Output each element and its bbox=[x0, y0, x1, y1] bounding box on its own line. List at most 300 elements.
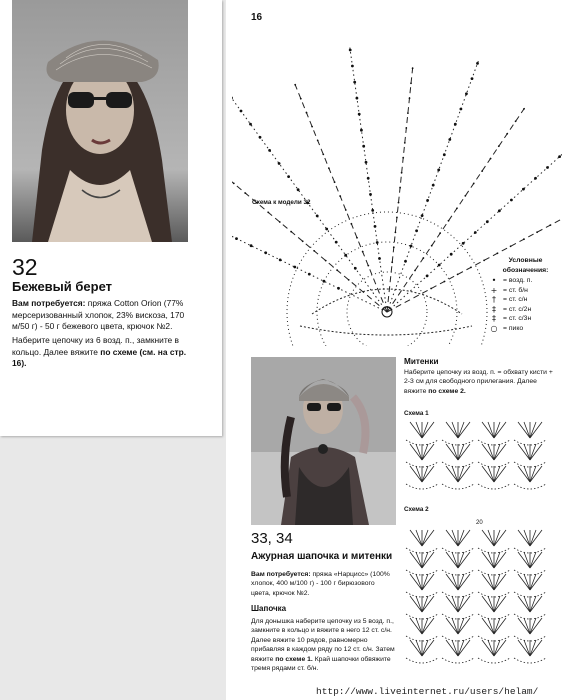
instructions-paragraph bbox=[12, 335, 202, 370]
diagram-stitch-mark bbox=[306, 112, 308, 114]
diagram-stitch-mark bbox=[293, 266, 296, 269]
diagram-stitch-mark bbox=[448, 138, 451, 141]
diagram-stitch-line bbox=[422, 444, 428, 460]
diagram-chain-arc bbox=[406, 484, 438, 489]
diagram-stitch-mark bbox=[410, 82, 412, 84]
diagram-stitch-line bbox=[452, 596, 458, 612]
diagram-stitch-mark bbox=[351, 65, 354, 68]
diagram-chain-arc bbox=[514, 484, 546, 489]
diagram-stitch-mark bbox=[328, 167, 330, 169]
diagram-stitch-mark bbox=[336, 269, 338, 271]
legend-item: ‡ = ст. с/3н bbox=[488, 314, 563, 324]
diagram-stitch-line bbox=[422, 444, 434, 460]
diagram-stitch-mark bbox=[471, 77, 474, 80]
diagram-stitch-line bbox=[410, 596, 422, 612]
diagram-stitch-line bbox=[494, 444, 500, 460]
diagram-stitch-line bbox=[458, 640, 464, 656]
diagram-stitch-line bbox=[518, 596, 530, 612]
diagram-stitch-line bbox=[410, 618, 422, 634]
diagram-stitch-mark bbox=[360, 129, 363, 132]
half-double-icon: † bbox=[492, 295, 496, 304]
diagram-stitch-mark bbox=[233, 183, 235, 185]
diagram-chain-arc bbox=[442, 658, 474, 663]
diagram-stitch-mark bbox=[374, 225, 377, 228]
treble-crochet-icon: ‡ bbox=[492, 314, 496, 323]
diagram-stitch-line bbox=[482, 422, 494, 438]
diagram-stitch-mark bbox=[353, 81, 356, 84]
diagram-stitch-line bbox=[524, 530, 530, 546]
diagram-stitch-mark bbox=[302, 240, 304, 242]
diagram-stitch-line bbox=[446, 574, 458, 590]
diagram-stitch-line bbox=[488, 618, 494, 634]
diagram-stitch-mark bbox=[358, 113, 361, 116]
diagram-stitch-mark bbox=[523, 108, 525, 110]
diagram-stitch-line bbox=[524, 640, 530, 656]
diagram-stitch-line bbox=[494, 530, 500, 546]
diagram-stitch-line bbox=[452, 618, 458, 634]
diagram-stitch-mark bbox=[497, 252, 499, 254]
diagram-stitch-mark bbox=[421, 214, 424, 217]
diagram-stitch-line bbox=[524, 444, 530, 460]
diagram-stitch-line bbox=[530, 466, 542, 482]
diagram-stitch-line bbox=[458, 596, 470, 612]
diagram-stitch-mark bbox=[523, 238, 525, 240]
diagram-stitch-line bbox=[422, 574, 434, 590]
diagram-stitch-line bbox=[530, 618, 542, 634]
diagram-stitch-line bbox=[524, 422, 530, 438]
diagram-stitch-mark bbox=[240, 110, 243, 113]
diagram-stitch-mark bbox=[460, 108, 463, 111]
diagram-stitch-line bbox=[458, 552, 464, 568]
diagram-stitch-line bbox=[518, 530, 530, 546]
diagram-stitch-mark bbox=[391, 261, 393, 263]
diagram-stitch-line bbox=[530, 552, 542, 568]
diagram-stitch-mark bbox=[232, 97, 233, 100]
diagram-round bbox=[317, 242, 457, 346]
diagram-stitch-mark bbox=[412, 67, 414, 69]
diagram-stitch-line bbox=[422, 618, 434, 634]
diagram-stitch-mark bbox=[476, 62, 479, 65]
legend-title: Условные обозначения: bbox=[502, 257, 549, 274]
diagram-stitch-mark bbox=[396, 217, 398, 219]
diagram-stitch-line bbox=[530, 530, 542, 546]
diagram-stitch-line bbox=[422, 640, 434, 656]
diagram-stitch-mark bbox=[399, 187, 401, 189]
diagram-stitch-mark bbox=[278, 162, 281, 165]
diagram-stitch-line bbox=[422, 530, 428, 546]
diagram-stitch-mark bbox=[430, 288, 432, 290]
legend-item: • = возд. п. bbox=[488, 276, 563, 286]
diagram-stitch-line bbox=[482, 640, 494, 656]
diagram-stitch-line bbox=[458, 466, 470, 482]
diagram-stitch-mark bbox=[546, 166, 549, 169]
legend bbox=[488, 256, 563, 333]
diagram-stitch-mark bbox=[322, 154, 324, 156]
diagram-stitch-mark bbox=[367, 177, 370, 180]
diagram-stitch-line bbox=[482, 618, 494, 634]
diagram-chain-arc bbox=[478, 658, 510, 663]
legend-item: † = ст. с/н bbox=[488, 295, 563, 305]
diagram-stitch-line bbox=[416, 530, 422, 546]
diagram-stitch-line bbox=[410, 466, 422, 482]
diagram-stitch-line bbox=[446, 596, 458, 612]
diagram-stitch-mark bbox=[294, 84, 296, 86]
diagram-stitch-line bbox=[422, 574, 428, 590]
diagram-stitch-mark bbox=[402, 157, 404, 159]
diagram-stitch-line bbox=[482, 530, 494, 546]
diagram-stitch-mark bbox=[250, 244, 253, 247]
diagram-stitch-line bbox=[494, 530, 506, 546]
diagram-stitch-mark bbox=[367, 265, 369, 267]
diagram-stitch-line bbox=[530, 574, 542, 590]
chain-stitch-icon: • bbox=[491, 276, 497, 285]
schema1-diagram bbox=[404, 418, 554, 500]
diagram-stitch-line bbox=[410, 640, 422, 656]
diagram-stitch-mark bbox=[426, 275, 429, 278]
schema-caption: Схема к модели 32 bbox=[252, 199, 311, 206]
diagram-stitch-mark bbox=[348, 279, 350, 281]
diagram-stitch-mark bbox=[344, 254, 347, 257]
diagram-stitch-mark bbox=[506, 133, 508, 135]
diagram-stitch-mark bbox=[465, 92, 468, 95]
diagram-stitch-line bbox=[482, 574, 494, 590]
diagram-stitch-line bbox=[524, 574, 530, 590]
left-page bbox=[0, 0, 222, 436]
diagram-stitch-mark bbox=[337, 287, 340, 290]
page-number: 16 bbox=[251, 12, 263, 23]
diagram-stitch-mark bbox=[456, 208, 458, 210]
diagram-stitch-mark bbox=[365, 161, 368, 164]
diagram-stitch-mark bbox=[457, 274, 459, 276]
diagram-stitch-line bbox=[482, 596, 494, 612]
diagram-stitch-line bbox=[494, 640, 506, 656]
diagram-stitch-mark bbox=[536, 231, 538, 233]
diagram-chain-arc bbox=[442, 484, 474, 489]
diagram-stitch-mark bbox=[335, 241, 338, 244]
diagram-stitch-line bbox=[530, 640, 536, 656]
diagram-stitch-line bbox=[416, 640, 422, 656]
diagram-stitch-line bbox=[458, 574, 470, 590]
diagram-chain-arc bbox=[478, 484, 510, 489]
diagram-stitch-line bbox=[410, 444, 422, 460]
diagram-stitch-mark bbox=[470, 267, 472, 269]
model-title-hat: Ажурная шапочка и митенки bbox=[251, 551, 393, 562]
diagram-stitch-mark bbox=[473, 183, 475, 185]
diagram-stitch-mark bbox=[431, 245, 433, 247]
diagram-stitch-line bbox=[518, 466, 530, 482]
schema2-label: Схема 2 bbox=[404, 506, 429, 513]
diagram-stitch-mark bbox=[376, 241, 379, 244]
model-title-beret: Бежевый берет bbox=[12, 279, 113, 294]
mittens-paragraph: Наберите цепочку из возд. п. = обхвату кисти + 2-3 см для свободного прилегания. Далее вяжите по схеме 2. bbox=[404, 369, 553, 395]
diagram-stitch-line bbox=[530, 444, 536, 460]
diagram-round bbox=[287, 212, 487, 346]
diagram-stitch-line bbox=[458, 618, 470, 634]
diagram-stitch-mark bbox=[259, 136, 262, 139]
diagram-stitch-line bbox=[416, 422, 422, 438]
diagram-stitch-line bbox=[416, 552, 422, 568]
diagram-stitch-mark bbox=[279, 221, 281, 223]
diagram-stitch-line bbox=[458, 530, 464, 546]
hat-model-photo bbox=[251, 357, 396, 525]
diagram-stitch-mark bbox=[345, 209, 347, 211]
diagram-stitch-line bbox=[458, 596, 464, 612]
diagram-stitch-line bbox=[530, 530, 536, 546]
diagram-stitch-mark bbox=[354, 267, 357, 270]
diagram-stitch-mark bbox=[422, 257, 424, 259]
schema2-diagram bbox=[404, 514, 554, 666]
diagram-stitch-line bbox=[452, 640, 458, 656]
diagram-stitch-line bbox=[232, 151, 387, 312]
diagram-stitch-mark bbox=[268, 149, 271, 152]
diagram-stitch-line bbox=[446, 640, 458, 656]
hat-heading: Шапочка bbox=[251, 604, 287, 613]
diagram-stitch-line bbox=[452, 444, 458, 460]
picot-icon: ○ bbox=[490, 323, 498, 333]
diagram-stitch-line bbox=[446, 444, 458, 460]
schema1-label: Схема 1 bbox=[404, 410, 429, 417]
diagram-stitch-mark bbox=[325, 260, 327, 262]
diagram-stitch-mark bbox=[522, 188, 525, 191]
diagram-stitch-line bbox=[494, 618, 500, 634]
instructions-text: Наберите цепочку из 6 возд. п., замкните в кольцо. Далее вяжите bbox=[12, 335, 179, 357]
diagram-stitch-mark bbox=[279, 259, 282, 262]
diagram-stitch-line bbox=[524, 618, 530, 634]
diagram-stitch-mark bbox=[510, 245, 512, 247]
diagram-stitch-line bbox=[530, 618, 536, 634]
diagram-stitch-mark bbox=[450, 253, 453, 256]
legend-item: + = ст. б/н bbox=[488, 286, 563, 296]
diagram-stitch-line bbox=[488, 596, 494, 612]
diagram-stitch-line bbox=[410, 530, 422, 546]
diagram-stitch-mark bbox=[362, 251, 364, 253]
diagram-stitch-line bbox=[452, 574, 458, 590]
mittens-heading: Митенки bbox=[404, 357, 439, 366]
diagram-stitch-mark bbox=[462, 242, 465, 245]
diagram-stitch-mark bbox=[267, 212, 269, 214]
diagram-stitch-mark bbox=[437, 169, 440, 172]
diagram-stitch-line bbox=[458, 466, 464, 482]
diagram-stitch-mark bbox=[558, 155, 561, 158]
diagram-stitch-line bbox=[458, 422, 464, 438]
beret-model-photo bbox=[12, 0, 188, 242]
diagram-stitch-mark bbox=[438, 264, 441, 267]
diagram-stitch-mark bbox=[235, 237, 238, 240]
diagram-stitch-line bbox=[518, 552, 530, 568]
materials-paragraph-2: Вам потребуется: пряжа «Нарцисс» (100% хлопок, 400 м/100 г) - 100 г бирюзового цвета, крючок №2. bbox=[251, 571, 390, 597]
diagram-stitch-mark bbox=[443, 153, 446, 156]
diagram-stitch-mark bbox=[404, 142, 406, 144]
diagram-stitch-line bbox=[518, 422, 530, 438]
diagram-stitch-mark bbox=[395, 232, 397, 234]
diagram-stitch-line bbox=[422, 596, 434, 612]
diagram-stitch-line bbox=[524, 552, 530, 568]
diagram-stitch-line bbox=[524, 466, 530, 482]
diagram-stitch-mark bbox=[534, 177, 537, 180]
diagram-stitch-line bbox=[488, 466, 494, 482]
diagram-stitch-line bbox=[530, 422, 542, 438]
diagram-stitch-line bbox=[530, 444, 542, 460]
diagram-stitch-line bbox=[494, 574, 500, 590]
diagram-stitch-mark bbox=[356, 237, 358, 239]
legend-item: ‡ = ст. с/2н bbox=[488, 305, 563, 315]
diagram-stitch-line bbox=[458, 530, 470, 546]
diagram-stitch-line bbox=[458, 444, 470, 460]
diagram-stitch-line bbox=[482, 552, 494, 568]
right-page bbox=[226, 0, 563, 700]
diagram-stitch-mark bbox=[498, 209, 501, 212]
diagram-stitch-line bbox=[494, 422, 500, 438]
diagram-stitch-line bbox=[446, 530, 458, 546]
diagram-stitch-mark bbox=[448, 220, 450, 222]
diagram-stitch-mark bbox=[481, 170, 483, 172]
diagram-stitch-line bbox=[458, 422, 470, 438]
diagram-stitch-line bbox=[416, 444, 422, 460]
diagram-stitch-mark bbox=[405, 127, 407, 129]
diagram-stitch-mark bbox=[290, 231, 292, 233]
diagram-stitch-line bbox=[422, 552, 434, 568]
diagram-stitch-line bbox=[518, 640, 530, 656]
diagram-stitch-mark bbox=[334, 181, 336, 183]
diagram-stitch-line bbox=[494, 466, 506, 482]
diagram-stitch-mark bbox=[432, 184, 435, 187]
diagram-stitch-line bbox=[446, 466, 458, 482]
diagram-stitch-line bbox=[446, 618, 458, 634]
diagram-stitch-line bbox=[488, 574, 494, 590]
diagram-stitch-line bbox=[416, 618, 422, 634]
diagram-stitch-line bbox=[416, 574, 422, 590]
diagram-stitch-mark bbox=[316, 215, 319, 218]
diagram-stitch-mark bbox=[349, 49, 352, 52]
diagram-chain-arc bbox=[406, 658, 438, 663]
diagram-stitch-line bbox=[518, 444, 530, 460]
diagram-stitch-mark bbox=[317, 140, 319, 142]
diagram-stitch-mark bbox=[371, 209, 374, 212]
diagram-stitch-mark bbox=[415, 229, 418, 232]
diagram-stitch-line bbox=[422, 422, 434, 438]
diagram-stitch-mark bbox=[362, 145, 365, 148]
diagram-stitch-mark bbox=[378, 257, 381, 260]
diagram-stitch-line bbox=[422, 466, 434, 482]
diagram-stitch-line bbox=[410, 552, 422, 568]
diagram-stitch-line bbox=[494, 574, 506, 590]
diagram-stitch-mark bbox=[407, 112, 409, 114]
diagram-stitch-line bbox=[416, 596, 422, 612]
diagram-stitch-line bbox=[530, 422, 536, 438]
diagram-stitch-line bbox=[494, 618, 506, 634]
diagram-stitch-line bbox=[422, 422, 428, 438]
diagram-stitch-mark bbox=[426, 199, 429, 202]
diagram-stitch-line bbox=[422, 618, 428, 634]
model-number-32: 32 bbox=[12, 254, 38, 280]
diagram-stitch-mark bbox=[464, 195, 466, 197]
diagram-stitch-line bbox=[494, 466, 500, 482]
double-crochet-icon: ‡ bbox=[492, 304, 496, 314]
diagram-stitch-line bbox=[530, 574, 536, 590]
diagram-stitch-mark bbox=[264, 251, 267, 254]
diagram-stitch-line bbox=[458, 574, 464, 590]
materials-text: пряжа Cotton Orion (77% мерсеризованный хлопок, 23% вискоза, 170 м/50 г) - 50 г бежевого цвета, крючок №2. bbox=[12, 298, 185, 332]
diagram-stitch-line bbox=[446, 552, 458, 568]
diagram-stitch-line bbox=[494, 422, 506, 438]
diagram-stitch-line bbox=[530, 640, 542, 656]
diagram-stitch-line bbox=[530, 552, 536, 568]
instructions-bold: по схеме (см. на стр. 16). bbox=[12, 346, 187, 369]
diagram-stitch-mark bbox=[486, 220, 489, 223]
diagram-stitch-mark bbox=[498, 145, 500, 147]
diagram-stitch-line bbox=[488, 640, 494, 656]
diagram-stitch-line bbox=[458, 640, 470, 656]
diagram-stitch-mark bbox=[356, 97, 359, 100]
diagram-stitch-line bbox=[530, 596, 536, 612]
diagram-stitch-mark bbox=[300, 98, 302, 100]
diagram-stitch-mark bbox=[439, 232, 441, 234]
diagram-stitch-mark bbox=[410, 245, 413, 248]
diagram-stitch-mark bbox=[311, 126, 313, 128]
diagram-stitch-mark bbox=[369, 193, 372, 196]
diagram-stitch-line bbox=[422, 640, 428, 656]
diagram-stitch-mark bbox=[313, 250, 315, 252]
single-crochet-icon: + bbox=[490, 285, 498, 295]
diagram-stitch-mark bbox=[308, 273, 311, 276]
diagram-stitch-mark bbox=[510, 199, 513, 202]
source-url: http://www.liveinternet.ru/users/helam/ bbox=[316, 686, 539, 697]
diagram-stitch-line bbox=[232, 194, 387, 312]
diagram-stitch-line bbox=[488, 552, 494, 568]
diagram-stitch-line bbox=[530, 596, 542, 612]
materials-label: Вам потребуется: bbox=[12, 298, 86, 308]
diagram-stitch-line bbox=[422, 596, 428, 612]
diagram-stitch-line bbox=[494, 552, 500, 568]
diagram-stitch-line bbox=[494, 596, 506, 612]
diagram-stitch-mark bbox=[351, 223, 353, 225]
diagram-stitch-mark bbox=[323, 280, 326, 283]
diagram-stitch-mark bbox=[401, 172, 403, 174]
diagram-stitch-line bbox=[488, 422, 494, 438]
diagram-stitch-line bbox=[452, 466, 458, 482]
diagram-stitch-line bbox=[422, 530, 434, 546]
diagram-stitch-line bbox=[452, 552, 458, 568]
diagram-stitch-line bbox=[482, 444, 494, 460]
diagram-stitch-mark bbox=[515, 120, 517, 122]
diagram-stitch-mark bbox=[549, 224, 551, 226]
diagram-stitch-line bbox=[416, 466, 422, 482]
diagram-stitch-line bbox=[494, 596, 500, 612]
diagram-stitch-mark bbox=[409, 97, 411, 99]
diagram-stitch-mark bbox=[404, 260, 407, 263]
diagram-stitch-line bbox=[488, 444, 494, 460]
diagram-stitch-line bbox=[458, 444, 464, 460]
diagram-stitch-line bbox=[482, 466, 494, 482]
diagram-stitch-mark bbox=[339, 195, 341, 197]
schema2-number: 20 bbox=[476, 520, 483, 526]
diagram-chain-arc bbox=[514, 658, 546, 663]
diagram-stitch-line bbox=[518, 618, 530, 634]
diagram-stitch-mark bbox=[474, 231, 477, 234]
diagram-stitch-mark bbox=[444, 281, 446, 283]
diagram-stitch-line bbox=[518, 574, 530, 590]
materials-paragraph bbox=[12, 298, 202, 333]
model-number-33-34: 33, 34 bbox=[251, 530, 293, 547]
diagram-stitch-line bbox=[410, 574, 422, 590]
diagram-stitch-mark bbox=[483, 260, 485, 262]
diagram-stitch-line bbox=[494, 552, 506, 568]
diagram-stitch-mark bbox=[393, 247, 395, 249]
diagram-stitch-mark bbox=[490, 158, 492, 160]
diagram-stitch-line bbox=[422, 552, 428, 568]
diagram-stitch-mark bbox=[287, 175, 290, 178]
diagram-stitch-line bbox=[530, 466, 536, 482]
